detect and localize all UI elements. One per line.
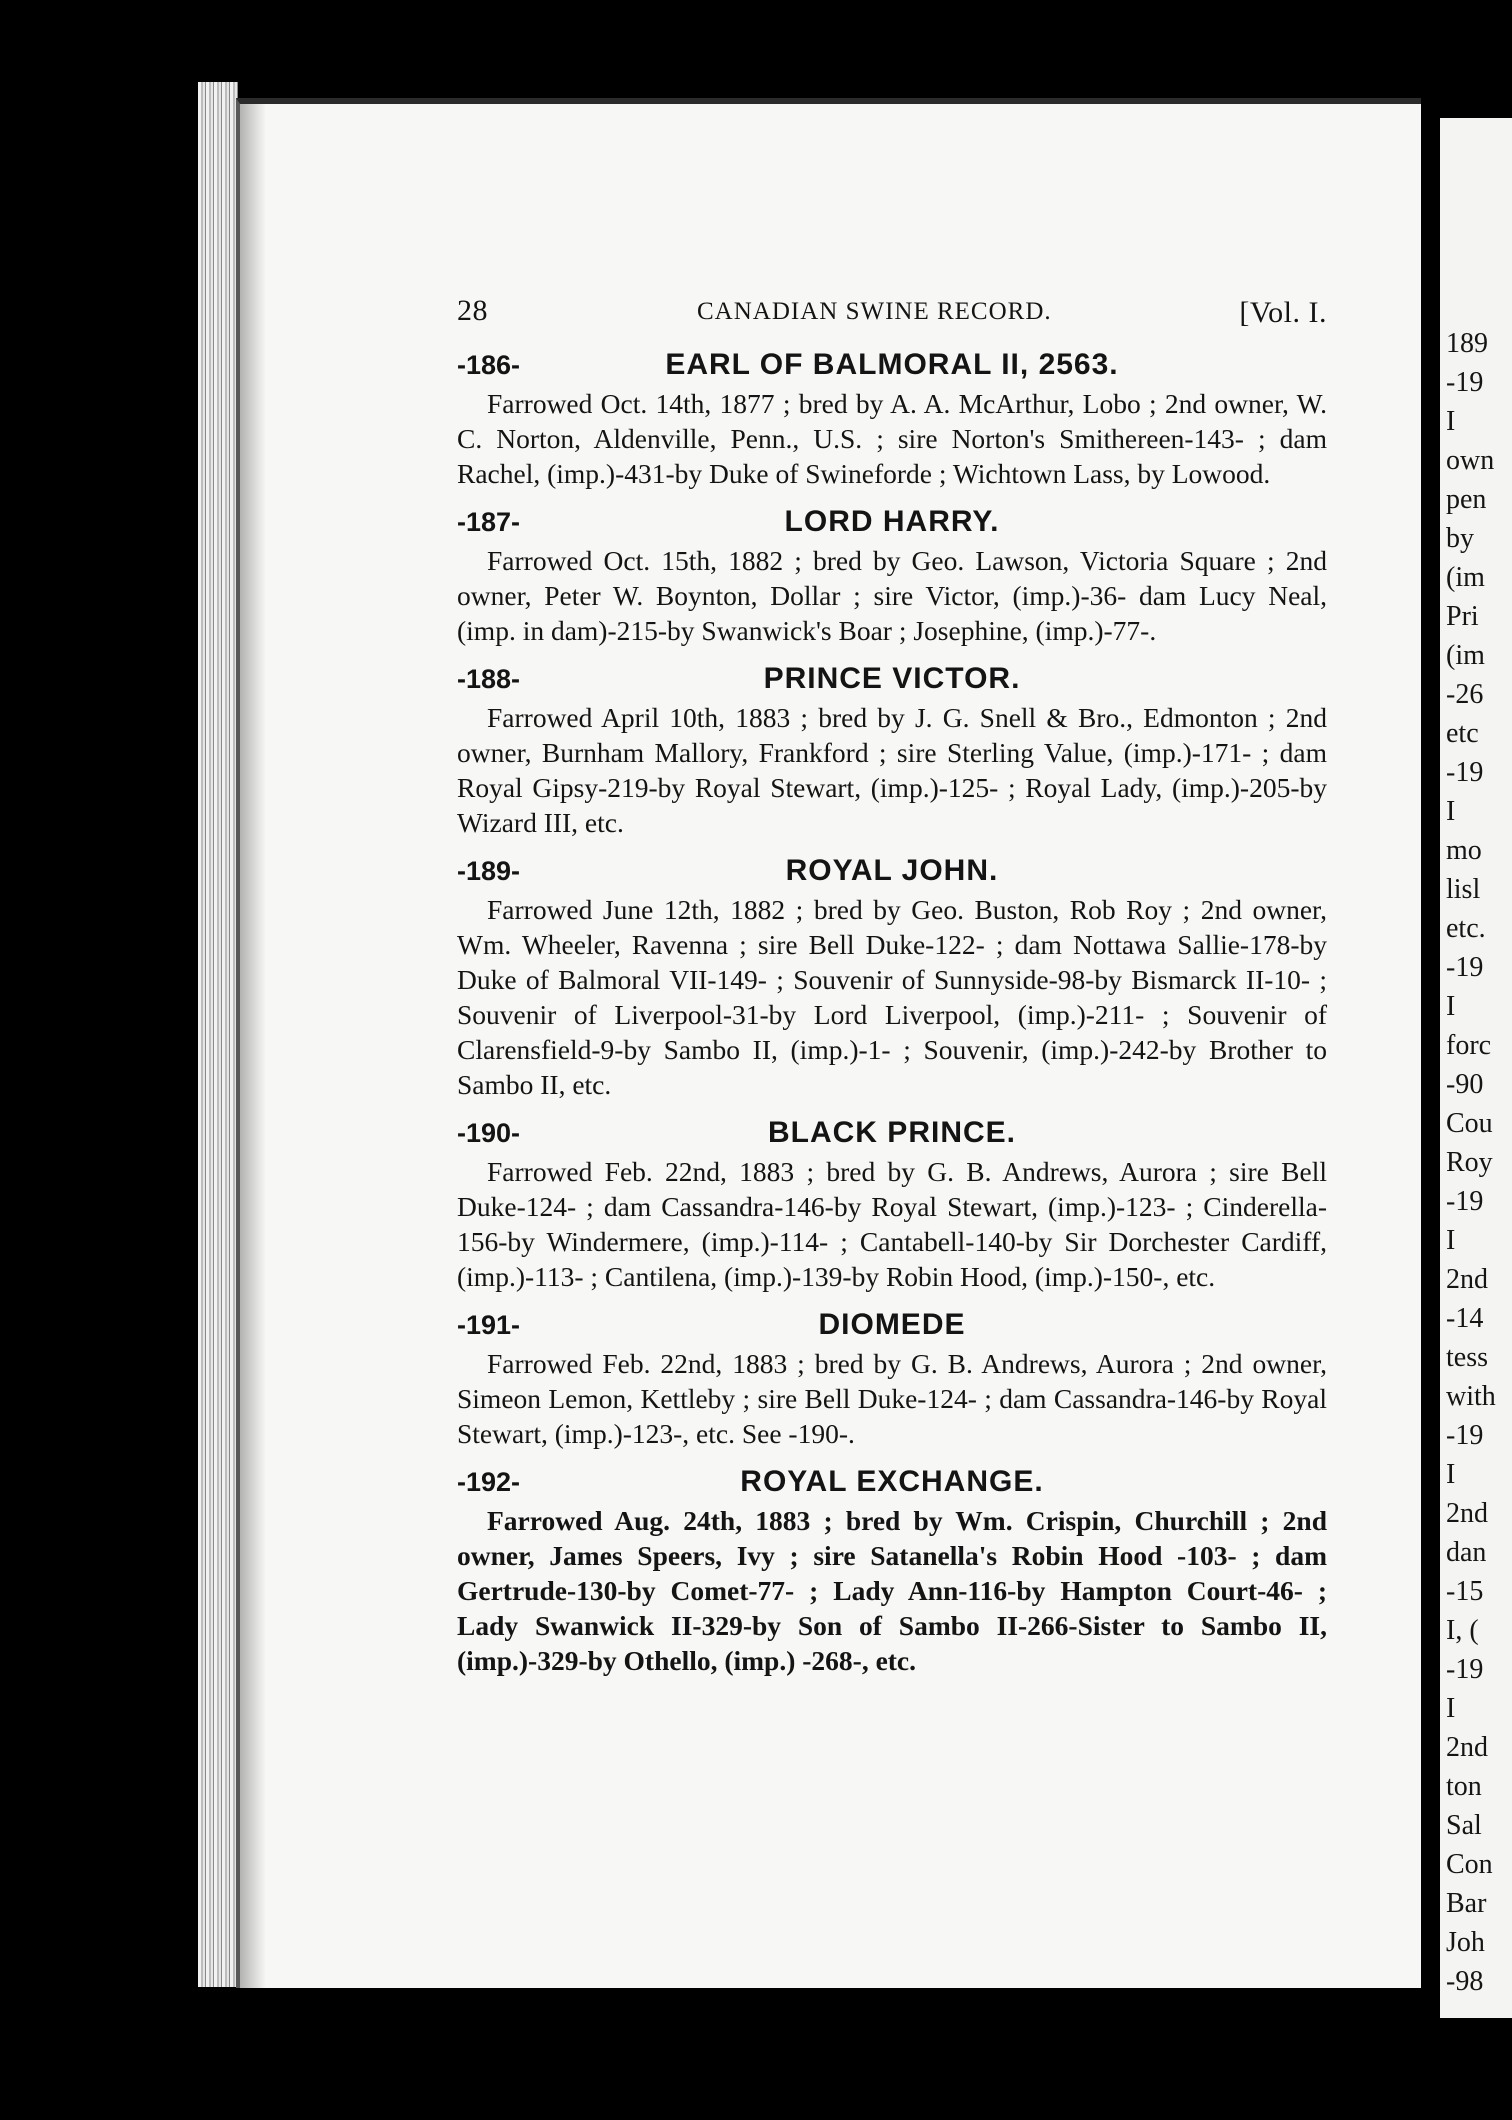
facing-page-fragment: -19: [1446, 952, 1484, 983]
record-entry: [457, 1112, 1327, 1294]
record-entry: [457, 658, 1327, 840]
entry-text: Farrowed April 10th, 1883 ; bred by J. G. Snell & Bro., Edmonton ; 2nd owner, Burnham Mallory, Frankford ; sire Sterling Value, (imp.)-171- ; dam Royal Gipsy-219-by Royal Stewart, (imp.)-125- ; Royal Lady, (imp.)-205-by Wizard III, etc.: [457, 702, 1327, 838]
facing-page-fragment: (im: [1446, 640, 1485, 671]
entry-text: Farrowed Oct. 15th, 1882 ; bred by Geo. Lawson, Victoria Square ; 2nd owner, Peter W. Boynton, Dollar ; sire Victor, (imp.)-36- dam Lucy Neal, (imp. in dam)-215-by Swanwick's Boar ; Josephine, (imp.)-77-.: [457, 545, 1327, 646]
facing-page-fragment: Joh: [1446, 1927, 1485, 1958]
facing-page-fragment: -14: [1446, 1303, 1484, 1334]
facing-page-fragment: dan: [1446, 1537, 1487, 1568]
entry-text: Farrowed Feb. 22nd, 1883 ; bred by G. B. Andrews, Aurora ; sire Bell Duke-124- ; dam Cassandra-146-by Royal Stewart, (imp.)-123- ; Cinderella-156-by Windermere, (imp.)-114- ; Cantabell-140-by Sir Dorchester Cardiff, (imp.)-113- ; Cantilena, (imp.)-139-by Robin Hood, (imp.)-150-, etc.: [457, 1156, 1327, 1292]
facing-page-fragment: lisl: [1446, 874, 1481, 905]
entry-text: Farrowed Feb. 22nd, 1883 ; bred by G. B. Andrews, Aurora ; 2nd owner, Simeon Lemon, Kettleby ; sire Bell Duke-124- ; dam Cassandra-146-by Royal Stewart, (imp.)-123-, etc. See -190-.: [457, 1348, 1327, 1449]
facing-page-fragment: -19: [1446, 1420, 1484, 1451]
facing-page-fragment: Pri: [1446, 601, 1479, 632]
running-title: CANADIAN SWINE RECORD.: [697, 298, 1052, 325]
facing-page-fragment: etc: [1446, 718, 1479, 749]
record-entry: [457, 501, 1327, 648]
facing-page-fragment: Cou: [1446, 1108, 1493, 1139]
facing-page-fragment: -15: [1446, 1576, 1484, 1607]
volume-label: [Vol. I.: [1239, 296, 1327, 329]
entry-number: -187-: [457, 507, 521, 537]
page-number: 28: [457, 294, 488, 327]
facing-page-fragment: pen: [1446, 484, 1487, 515]
page-content: [457, 294, 1327, 1678]
facing-page-fragment: by: [1446, 523, 1474, 554]
facing-page-fragment: ton: [1446, 1771, 1482, 1802]
entry-heading: [457, 1112, 1327, 1154]
spine-shadow: [240, 104, 266, 1988]
facing-page-fragment: I: [1446, 1459, 1456, 1490]
facing-page-fragment: -19: [1446, 1186, 1484, 1217]
entry-number: -192-: [457, 1467, 521, 1497]
entry-text: Farrowed Aug. 24th, 1883 ; bred by Wm. Crispin, Churchill ; 2nd owner, James Speers, Ivy ; sire Satanella's Robin Hood -103- ; dam Gertrude-130-by Comet-77- ; Lady Ann-116-by Hampton Court-46- ; Lady Swanwick II-329-by Son of Sambo II-266-Sister to Sambo II, (imp.)-329-by Othello, (imp.) -268-, etc.: [457, 1505, 1327, 1676]
facing-page-fragment: -98: [1446, 1966, 1484, 1997]
facing-page-fragment: Sal: [1446, 1810, 1482, 1841]
facing-page-fragment: mo: [1446, 835, 1482, 866]
entry-number: -186-: [457, 350, 521, 380]
page-stack-edges: [198, 82, 238, 1987]
entry-text: Farrowed Oct. 14th, 1877 ; bred by A. A. McArthur, Lobo ; 2nd owner, W. C. Norton, Aldenville, Penn., U.S. ; sire Norton's Smithereen-143- ; dam Rachel, (imp.)-431-by Duke of Swineforde ; Wichtown Lass, by Lowood.: [457, 388, 1327, 489]
entry-name: PRINCE VICTOR.: [763, 662, 1021, 695]
entry-name: LORD HARRY.: [784, 505, 1000, 538]
facing-page-fragment: I: [1446, 991, 1456, 1022]
entry-heading: [457, 658, 1327, 700]
entry-name: EARL OF BALMORAL II, 2563.: [665, 348, 1119, 381]
facing-page-fragment: 2nd: [1446, 1264, 1488, 1295]
entry-heading: [457, 501, 1327, 543]
entry-heading: [457, 1304, 1327, 1346]
record-entry: [457, 344, 1327, 491]
book-page: [236, 98, 1421, 1988]
facing-page-fragment: -26: [1446, 679, 1484, 710]
facing-page-fragment: 189: [1446, 328, 1488, 359]
entry-number: -190-: [457, 1118, 521, 1148]
entry-name: BLACK PRINCE.: [767, 1116, 1016, 1149]
facing-page-fragment: I: [1446, 1225, 1456, 1256]
record-entry: [457, 1304, 1327, 1451]
facing-page-fragment: (im: [1446, 562, 1485, 593]
entry-name: ROYAL JOHN.: [785, 854, 999, 887]
facing-page-fragment: I: [1446, 406, 1456, 437]
facing-page-fragment: 2nd: [1446, 1498, 1488, 1529]
facing-page-fragment: forc: [1446, 1030, 1492, 1061]
facing-page-fragment: Con: [1446, 1849, 1493, 1880]
facing-page-fragment: I, (: [1446, 1615, 1479, 1646]
facing-page-fragment: tess: [1446, 1342, 1488, 1373]
record-entry: [457, 1461, 1327, 1678]
entry-number: -191-: [457, 1310, 521, 1340]
facing-page-fragment: own: [1446, 445, 1495, 476]
facing-page-fragment: -19: [1446, 757, 1484, 788]
entry-heading: [457, 344, 1327, 386]
facing-page-fragment: -19: [1446, 367, 1484, 398]
entry-heading: [457, 1461, 1327, 1503]
entry-number: -188-: [457, 664, 521, 694]
facing-page-fragment: Bar: [1446, 1888, 1487, 1919]
running-head: [457, 294, 1327, 334]
entry-text: Farrowed June 12th, 1882 ; bred by Geo. Buston, Rob Roy ; 2nd owner, Wm. Wheeler, Ravenna ; sire Bell Duke-122- ; dam Nottawa Sallie-178-by Duke of Balmoral VII-149- ; Souvenir of Sunnyside-98-by Bismarck II-10- ; Souvenir of Liverpool-31-by Lord Liverpool, (imp.)-211- ; Souvenir of Clarensfield-9-by Sambo II, (imp.)-1- ; Souvenir, (imp.)-242-by Brother to Sambo II, etc.: [457, 894, 1327, 1100]
entry-name: ROYAL EXCHANGE.: [740, 1465, 1044, 1498]
facing-page-fragment: I: [1446, 796, 1456, 827]
facing-page-fragment: -90: [1446, 1069, 1484, 1100]
entry-heading: [457, 850, 1327, 892]
facing-page-fragment: I: [1446, 1693, 1456, 1724]
facing-page-fragment: -19: [1446, 1654, 1484, 1685]
entry-name: DIOMEDE: [818, 1308, 966, 1341]
facing-page: [1440, 118, 1512, 2018]
record-entry: [457, 850, 1327, 1102]
facing-page-fragment: with: [1446, 1381, 1496, 1412]
facing-page-fragment: etc.: [1446, 913, 1486, 944]
entry-number: -189-: [457, 856, 521, 886]
facing-page-fragment: Roy: [1446, 1147, 1493, 1178]
facing-page-fragment: 2nd: [1446, 1732, 1488, 1763]
